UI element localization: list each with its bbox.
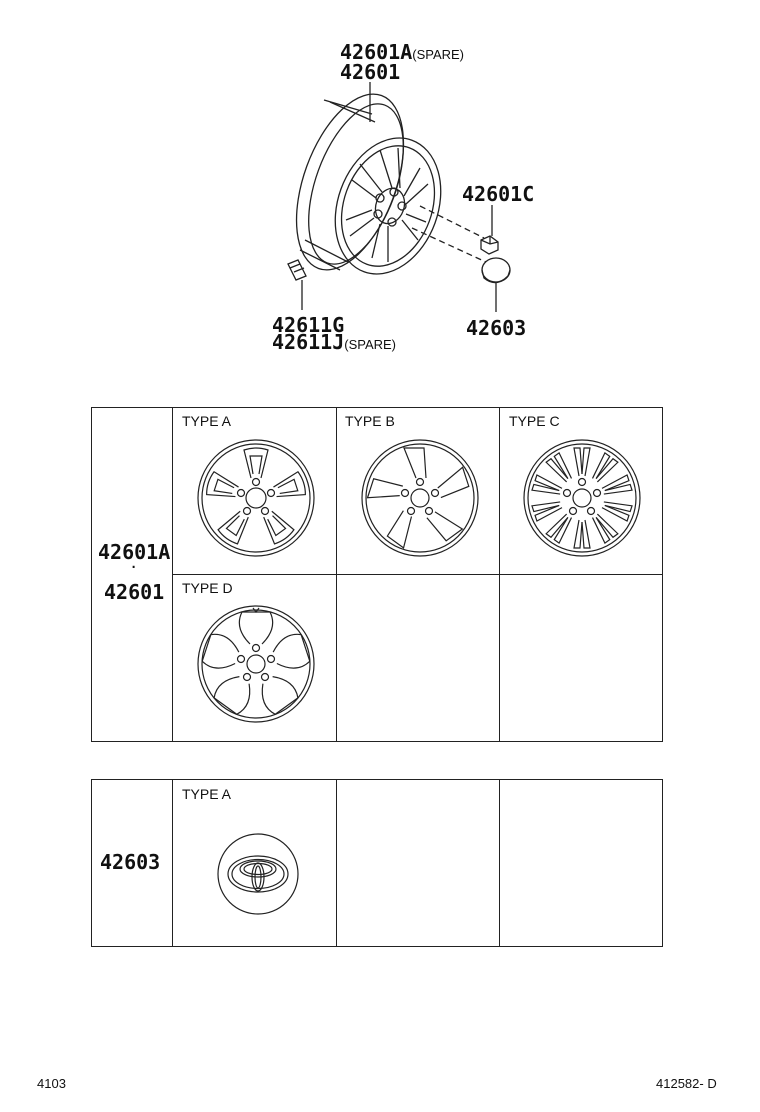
wheel-type-a-label: TYPE A (182, 413, 232, 429)
wheel-type-c-drawing (522, 438, 642, 558)
wheel-spare-label: (SPARE) (412, 47, 465, 62)
exploded-wheel-drawing (0, 0, 760, 380)
valve-spare-label: (SPARE) (344, 337, 397, 352)
valve-part-number-g: 42611G (272, 313, 345, 337)
wheel-table-number: 42601 (104, 580, 165, 604)
wheel-number-a: 42601A (340, 40, 413, 64)
cap-type-a-label: TYPE A (182, 786, 232, 802)
wheel-type-c-label: TYPE C (509, 413, 560, 429)
wheel-type-d-drawing (196, 604, 316, 724)
wheel-type-d-label: TYPE D (182, 580, 233, 596)
cap-type-table (91, 779, 663, 947)
wheel-type-b-label: TYPE B (345, 413, 395, 429)
footer-right-code: 412582- D (656, 1076, 717, 1091)
center-cap-emblem-drawing (216, 832, 300, 916)
cap-table-number: 42603 (100, 850, 161, 874)
wheel-type-b-drawing (360, 438, 480, 558)
wheel-type-a-drawing (196, 438, 316, 558)
hub-nut-part-number: 42601C (462, 182, 535, 206)
cap-part-number: 42603 (466, 316, 527, 340)
wheel-part-number: 42601 (340, 60, 401, 84)
wheel-table-number-a: 42601A (98, 540, 171, 564)
valve-number-j: 42611J (272, 330, 345, 354)
footer-left-code: 4103 (37, 1076, 66, 1091)
wheel-table-separator: · (130, 560, 138, 574)
